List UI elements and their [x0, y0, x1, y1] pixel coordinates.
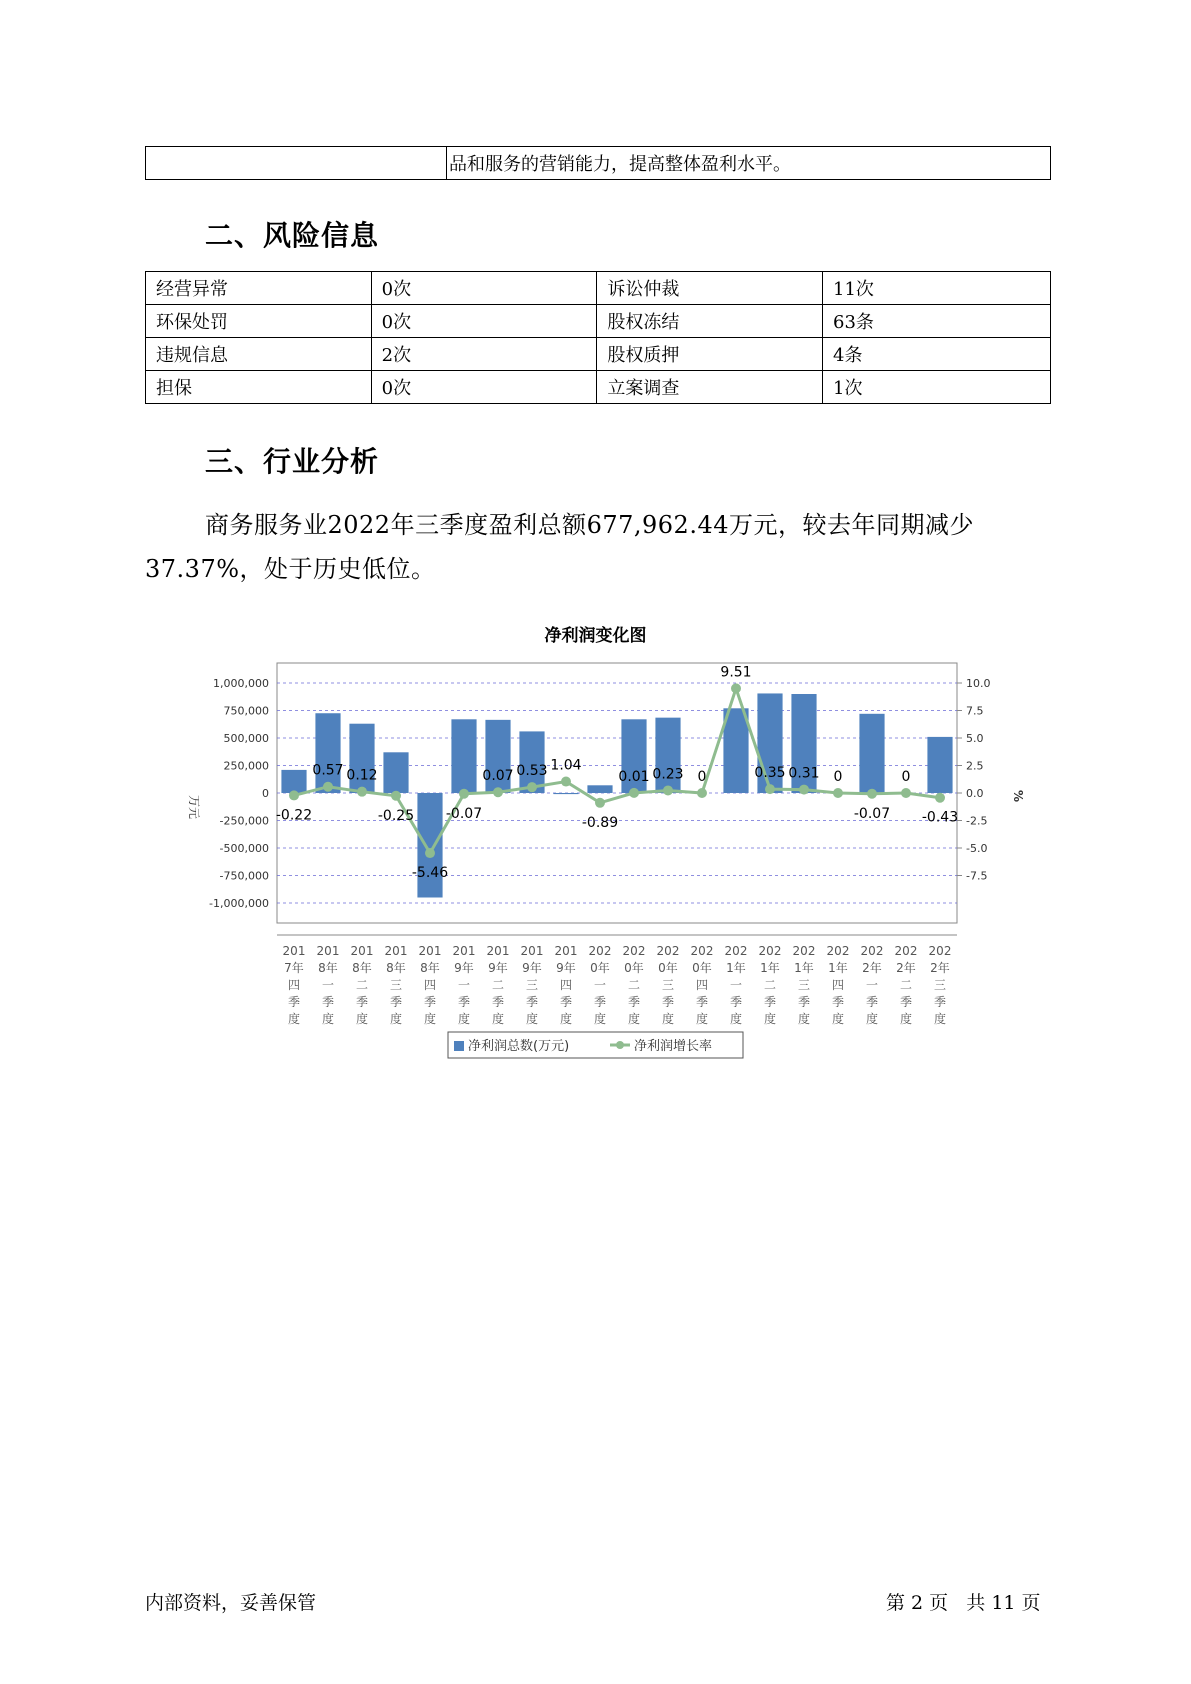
- y2-tick-label: 10.0: [966, 677, 991, 690]
- bar: [383, 752, 408, 793]
- y-tick-label: 0: [262, 787, 269, 800]
- x-tick-label: 四: [287, 978, 301, 992]
- x-tick-label: 1年: [828, 961, 848, 975]
- growth-rate-point: [595, 798, 605, 808]
- x-tick-label: 二: [355, 978, 369, 992]
- growth-rate-point: [765, 784, 775, 794]
- x-tick-label: 202: [792, 944, 816, 958]
- bar: [859, 714, 884, 793]
- x-tick-label: 四: [831, 978, 845, 992]
- x-tick-label: 201: [520, 944, 544, 958]
- data-label: 0.35: [754, 765, 786, 782]
- x-tick-label: 季: [559, 995, 573, 1009]
- growth-rate-point: [663, 785, 673, 795]
- x-tick-label: 度: [593, 1012, 607, 1026]
- footer-right: 第 2 页 共 11 页: [886, 1592, 1041, 1614]
- x-tick-label: 202: [928, 944, 952, 958]
- legend-line-label: 净利润增长率: [634, 1039, 713, 1054]
- risk-table-row: [146, 272, 1051, 305]
- x-tick-label: 四: [559, 978, 573, 992]
- x-tick-label: 度: [457, 1012, 471, 1026]
- risk-cell: 1次: [823, 371, 1051, 404]
- x-tick-label: 四: [423, 978, 437, 992]
- y-tick-label: 750,000: [223, 704, 269, 718]
- y2-tick-label: 7.5: [966, 704, 984, 718]
- bar: [553, 793, 578, 794]
- x-tick-label: 度: [627, 1012, 641, 1026]
- x-tick-label: 度: [423, 1012, 437, 1026]
- data-label: -0.07: [853, 805, 891, 822]
- x-tick-label: 度: [831, 1012, 845, 1026]
- y2-tick-label: 0.0: [966, 787, 984, 800]
- x-tick-label: 度: [491, 1012, 505, 1026]
- data-label: 0.57: [312, 762, 344, 779]
- bar: [587, 785, 612, 793]
- x-tick-label: 季: [627, 995, 641, 1009]
- data-label: -0.22: [275, 807, 313, 824]
- data-label: 1.04: [550, 757, 582, 774]
- data-label: 0: [697, 769, 707, 785]
- top-table-left-cell: [146, 147, 447, 180]
- x-tick-label: 1年: [726, 961, 746, 975]
- risk-cell: 0次: [371, 371, 597, 404]
- x-tick-label: 201: [486, 944, 510, 958]
- x-tick-label: 度: [865, 1012, 879, 1026]
- growth-rate-point: [935, 793, 945, 803]
- x-tick-label: 度: [933, 1012, 947, 1026]
- data-label: 0.07: [482, 768, 514, 785]
- x-tick-label: 季: [355, 995, 369, 1009]
- x-tick-label: 二: [899, 978, 913, 992]
- x-tick-label: 9年: [488, 961, 508, 975]
- data-label: 0.23: [652, 766, 684, 783]
- growth-rate-point: [867, 789, 877, 799]
- x-tick-label: 8年: [386, 961, 406, 975]
- data-label: -0.89: [581, 814, 619, 831]
- x-tick-label: 季: [525, 995, 539, 1009]
- y2-tick-label: 5.0: [966, 732, 984, 745]
- x-tick-label: 0年: [624, 961, 644, 975]
- y2-tick-label: -7.5: [966, 869, 988, 883]
- x-tick-label: 202: [690, 944, 714, 958]
- bar: [281, 770, 306, 793]
- x-tick-label: 度: [525, 1012, 539, 1026]
- growth-rate-point: [833, 788, 843, 798]
- x-tick-label: 0年: [590, 961, 610, 975]
- x-tick-label: 201: [282, 944, 306, 958]
- x-tick-label: 三: [661, 978, 675, 992]
- x-tick-label: 三: [525, 978, 539, 992]
- growth-rate-point: [799, 785, 809, 795]
- risk-cell: 经营异常: [146, 272, 372, 305]
- x-tick-label: 一: [865, 978, 879, 992]
- x-tick-label: 201: [316, 944, 340, 958]
- x-tick-label: 一: [321, 978, 335, 992]
- y-tick-label: 500,000: [223, 732, 269, 745]
- data-label: 0.01: [618, 768, 650, 785]
- x-tick-label: 度: [661, 1012, 675, 1026]
- top-table: [145, 146, 1051, 180]
- bar: [927, 737, 952, 793]
- x-tick-label: 201: [350, 944, 374, 958]
- growth-rate-point: [561, 777, 571, 787]
- risk-cell: 环保处罚: [146, 305, 372, 338]
- x-tick-label: 7年: [284, 961, 304, 975]
- growth-rate-point: [731, 683, 741, 693]
- x-tick-label: 季: [491, 995, 505, 1009]
- y-axis-label: 万元: [187, 795, 201, 820]
- x-tick-label: 202: [826, 944, 850, 958]
- x-tick-label: 季: [933, 995, 947, 1009]
- section-3-heading: 三、行业分析: [205, 445, 380, 478]
- x-tick-label: 9年: [454, 961, 474, 975]
- x-tick-label: 季: [321, 995, 335, 1009]
- y-tick-label: -500,000: [219, 842, 269, 855]
- risk-cell: 股权冻结: [597, 305, 823, 338]
- x-tick-label: 二: [763, 978, 777, 992]
- risk-cell: 2次: [371, 338, 597, 371]
- risk-table-row: [146, 371, 1051, 404]
- x-tick-label: 季: [797, 995, 811, 1009]
- x-tick-label: 9年: [522, 961, 542, 975]
- x-tick-label: 度: [355, 1012, 369, 1026]
- x-tick-label: 2年: [896, 961, 916, 975]
- x-tick-label: 8年: [352, 961, 372, 975]
- risk-table-row: [146, 305, 1051, 338]
- risk-cell: 63条: [823, 305, 1051, 338]
- x-tick-label: 202: [656, 944, 680, 958]
- bar: [417, 793, 442, 898]
- x-tick-label: 度: [797, 1012, 811, 1026]
- x-tick-label: 度: [389, 1012, 403, 1026]
- x-tick-label: 201: [384, 944, 408, 958]
- risk-cell: 0次: [371, 305, 597, 338]
- x-tick-label: 2年: [862, 961, 882, 975]
- risk-cell: 诉讼仲裁: [597, 272, 823, 305]
- growth-rate-point: [493, 787, 503, 797]
- risk-cell: 股权质押: [597, 338, 823, 371]
- x-tick-label: 季: [593, 995, 607, 1009]
- data-label: 0: [833, 769, 843, 785]
- net-profit-chart: [0, 640, 1191, 1100]
- y-tick-label: 250,000: [223, 759, 269, 773]
- x-tick-label: 202: [894, 944, 918, 958]
- x-tick-label: 1年: [794, 961, 814, 975]
- x-tick-label: 202: [860, 944, 884, 958]
- growth-rate-point: [425, 848, 435, 858]
- x-tick-label: 0年: [658, 961, 678, 975]
- x-tick-label: 201: [418, 944, 442, 958]
- x-tick-label: 202: [758, 944, 782, 958]
- y2-axis-label: %: [1011, 790, 1025, 803]
- y2-tick-label: 2.5: [966, 759, 984, 773]
- x-tick-label: 季: [457, 995, 471, 1009]
- y-tick-label: -1,000,000: [209, 897, 269, 910]
- data-label: 0.53: [516, 763, 548, 780]
- growth-rate-point: [527, 782, 537, 792]
- industry-paragraph: 商务服务业2022年三季度盈利总额677,962.44万元，较去年同期减少37.37%，处于历史低位。: [145, 511, 974, 583]
- data-label: -0.07: [445, 805, 483, 822]
- risk-cell: 0次: [371, 272, 597, 305]
- x-tick-label: 202: [588, 944, 612, 958]
- x-tick-label: 季: [287, 995, 301, 1009]
- bar: [315, 713, 340, 793]
- x-tick-label: 度: [695, 1012, 709, 1026]
- x-tick-label: 度: [763, 1012, 777, 1026]
- x-tick-label: 季: [899, 995, 913, 1009]
- top-table-right-cell: 品和服务的营销能力，提高整体盈利水平。: [447, 147, 1051, 180]
- x-tick-label: 8年: [318, 961, 338, 975]
- footer-left: 内部资料，妥善保管: [145, 1592, 317, 1614]
- growth-rate-point: [901, 788, 911, 798]
- x-tick-label: 二: [627, 978, 641, 992]
- y-tick-label: -750,000: [219, 869, 269, 883]
- x-tick-label: 季: [423, 995, 437, 1009]
- x-tick-label: 季: [763, 995, 777, 1009]
- section-2-heading: 二、风险信息: [205, 219, 380, 252]
- data-label: 0.31: [788, 765, 820, 782]
- x-tick-label: 二: [491, 978, 505, 992]
- x-tick-label: 9年: [556, 961, 576, 975]
- x-tick-label: 201: [452, 944, 476, 958]
- x-tick-label: 季: [831, 995, 845, 1009]
- x-tick-label: 2年: [930, 961, 950, 975]
- x-tick-label: 201: [554, 944, 578, 958]
- growth-rate-point: [357, 787, 367, 797]
- data-label: 0.12: [346, 767, 378, 784]
- data-label: -5.46: [411, 865, 449, 882]
- risk-table: [145, 271, 1051, 404]
- data-label: -0.25: [377, 807, 415, 824]
- x-tick-label: 一: [457, 978, 471, 992]
- data-label: 0: [901, 769, 911, 785]
- x-tick-label: 度: [729, 1012, 743, 1026]
- x-tick-label: 度: [287, 1012, 301, 1026]
- data-label: -0.43: [921, 809, 959, 826]
- growth-rate-point: [629, 788, 639, 798]
- x-tick-label: 三: [933, 978, 947, 992]
- y2-tick-label: -5.0: [966, 842, 988, 855]
- risk-table-row: [146, 338, 1051, 371]
- risk-cell: 11次: [823, 272, 1051, 305]
- x-tick-label: 三: [389, 978, 403, 992]
- y-tick-label: -250,000: [219, 814, 269, 828]
- legend-bar-swatch: [454, 1041, 464, 1051]
- x-tick-label: 8年: [420, 961, 440, 975]
- x-tick-label: 三: [797, 978, 811, 992]
- x-tick-label: 一: [593, 978, 607, 992]
- x-tick-label: 度: [321, 1012, 335, 1026]
- risk-cell: 违规信息: [146, 338, 372, 371]
- risk-cell: 4条: [823, 338, 1051, 371]
- bar: [451, 719, 476, 793]
- growth-rate-point: [459, 789, 469, 799]
- x-tick-label: 度: [899, 1012, 913, 1026]
- x-tick-label: 202: [724, 944, 748, 958]
- chart-title: 净利润变化图: [544, 626, 647, 646]
- x-tick-label: 季: [729, 995, 743, 1009]
- x-tick-label: 季: [661, 995, 675, 1009]
- data-label: 9.51: [720, 664, 752, 681]
- risk-cell: 担保: [146, 371, 372, 404]
- bar: [723, 708, 748, 793]
- x-tick-label: 202: [622, 944, 646, 958]
- y-tick-label: 1,000,000: [213, 677, 269, 690]
- y2-tick-label: -2.5: [966, 814, 988, 828]
- risk-cell: 立案调查: [597, 371, 823, 404]
- legend-line-marker: [616, 1041, 624, 1049]
- legend-bar-label: 净利润总数(万元): [468, 1039, 570, 1054]
- x-tick-label: 1年: [760, 961, 780, 975]
- x-tick-label: 季: [389, 995, 403, 1009]
- x-tick-label: 度: [559, 1012, 573, 1026]
- growth-rate-point: [289, 790, 299, 800]
- x-tick-label: 四: [695, 978, 709, 992]
- x-tick-label: 0年: [692, 961, 712, 975]
- x-tick-label: 一: [729, 978, 743, 992]
- growth-rate-point: [323, 782, 333, 792]
- growth-rate-point: [697, 788, 707, 798]
- x-tick-label: 季: [695, 995, 709, 1009]
- x-tick-label: 季: [865, 995, 879, 1009]
- growth-rate-point: [391, 791, 401, 801]
